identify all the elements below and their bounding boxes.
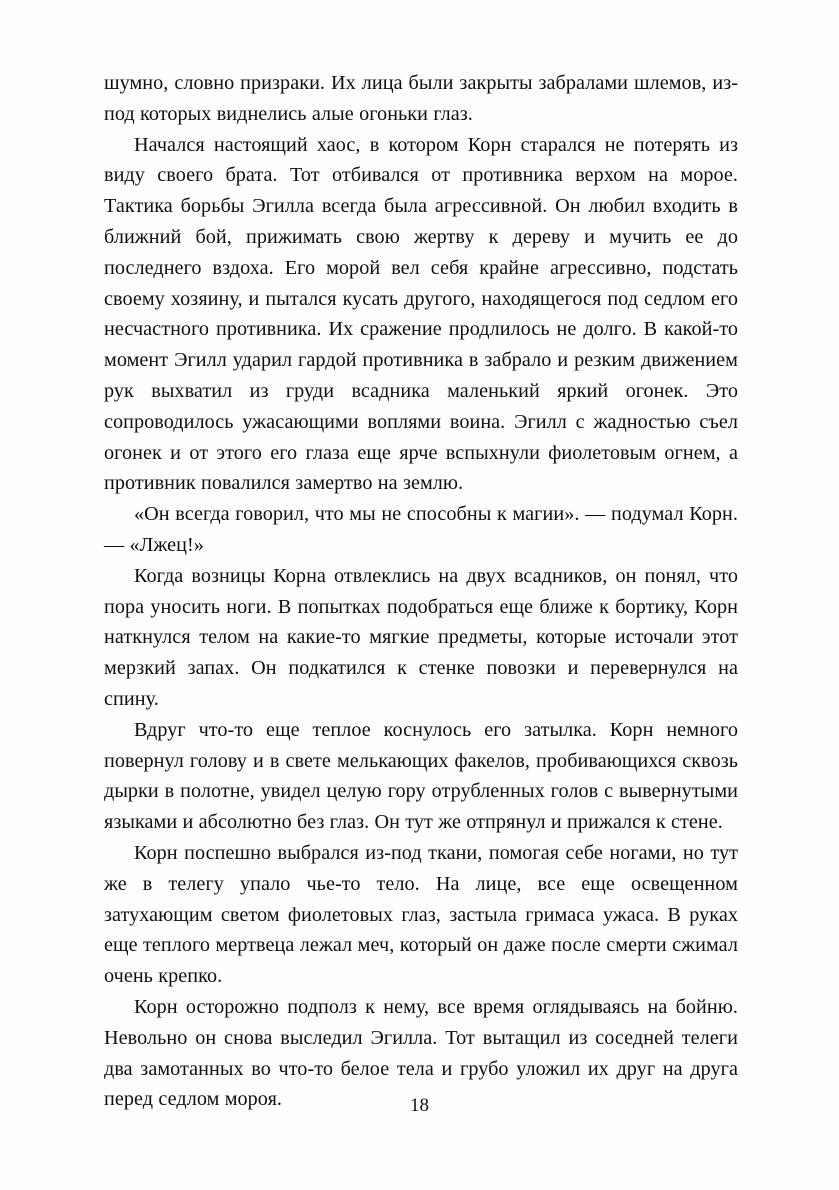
page-number: 18 [410, 1095, 429, 1116]
paragraph: Когда возницы Корна отвлеклись на двух всадников, он понял, что пора уносить ноги. В попытках подобраться еще ближе к бортику, Корн наткнулся телом на какие-то мягкие предметы, которые источали этот мерзкий запах. Он подкатился к стенке повозки и перевернулся на спину. [104, 564, 738, 710]
page-text-column [104, 68, 738, 1115]
paragraph: Вдруг что-то еще теплое коснулось его затылка. Корн немного повернул голову и в свете мелькающих факелов, пробивающихся сквозь дырки в полотне, увидел целую гору отрубленных голов с вывернутыми языками и абсолютно без глаз. Он тут же отпрянул и прижался к стене. [104, 718, 738, 834]
paragraph: Начался настоящий хаос, в котором Корн старался не потерять из виду своего брата. Тот отбивался от противника верхом на морое. Тактика борьбы Эгилла всегда была агрессивной. Он любил входить в ближний бой, прижимать свою жертву к дереву и мучить ее до последнего вздоха. Его морой вел себя крайне агрессивно, подстать своему хозяину, и пытался кусать другого, находящегося под седлом его несчастного противника. Их сражение продлилось не долго. В какой-то момент Эгилл ударил гардой противника в забрало и резким движением рук выхватил из груди всадника маленький яркий огонек. Это сопроводилось ужасающими воплями воина. Эгилл с жадностью съел огонек и от этого его глаза еще ярче вспыхнули фиолетовым огнем, а противник повалился замертво на землю. [104, 133, 738, 495]
paragraph: «Он всегда говорил, что мы не способны к магии». — подумал Корн. — «Лжец!» [104, 503, 738, 556]
paragraph: Корн поспешно выбрался из-под ткани, помогая себе ногами, но тут же в телегу упало чье-то тело. На лице, все еще освещенном затухающим светом фиолетовых глаз, застыла гримаса ужаса. В руках еще теплого мертвеца лежал меч, который он даже после смерти сжимал очень крепко. [104, 841, 738, 988]
paragraph: Корн осторожно подполз к нему, все время оглядываясь на бойню. Невольно он снова выследил Эгилла. Тот вытащил из соседней телеги два замотанных во что-то белое тела и грубо уложил их друг на друга перед седлом мороя. [104, 995, 738, 1111]
paragraph: шумно, словно призраки. Их лица были закрыты забралами шлемов, из-под которых виднелись алые огоньки глаз. [104, 72, 738, 125]
